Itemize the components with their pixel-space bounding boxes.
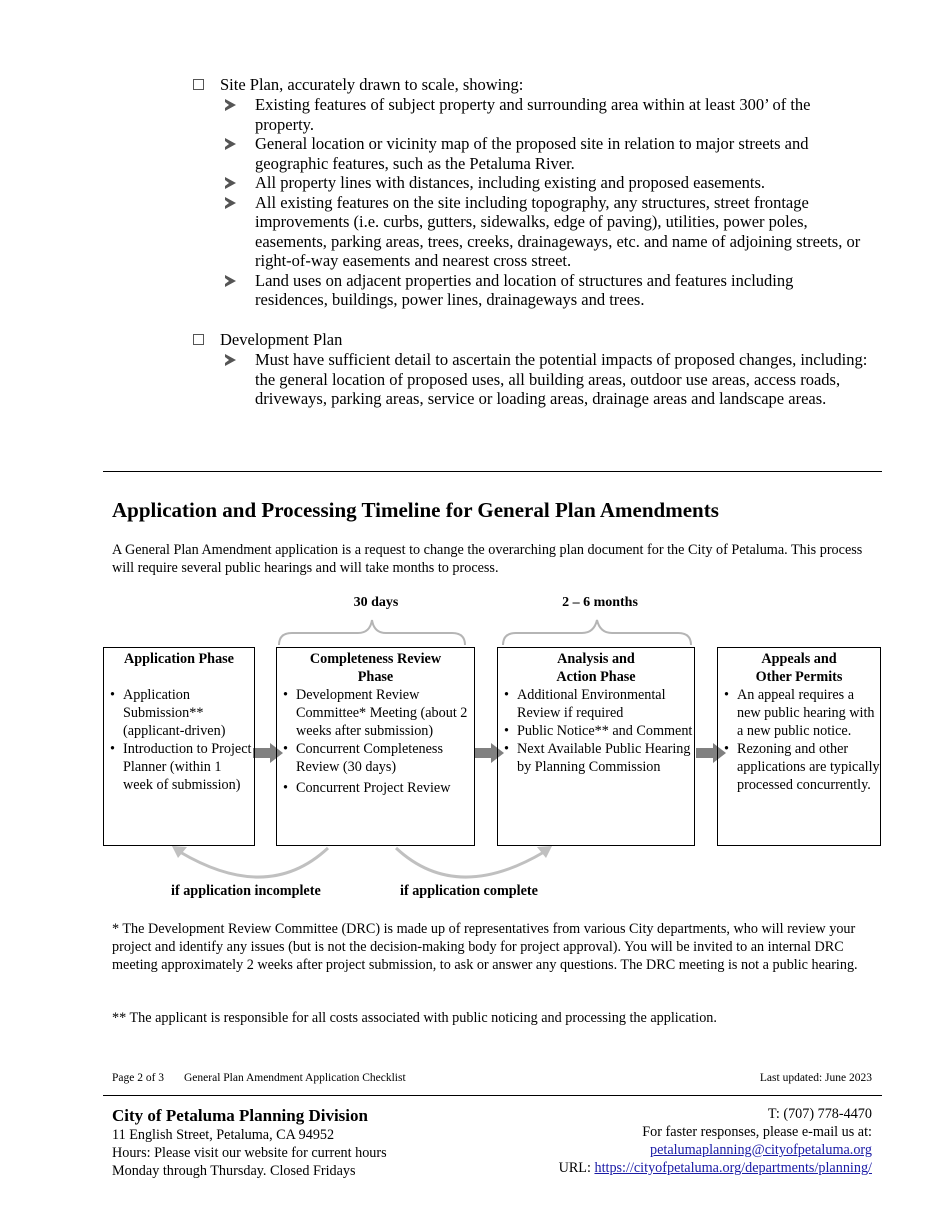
brace-30-days bbox=[279, 620, 465, 645]
address: 11 English Street, Petaluma, CA 94952 bbox=[112, 1127, 335, 1143]
list-item: • Additional Environmental Review if required bbox=[498, 686, 694, 722]
footer-contact-right bbox=[559, 1105, 872, 1177]
list-item: General location or vicinity map of the proposed site in relation to major streets and geographic features, such as the Petaluma River. bbox=[223, 134, 868, 173]
checklist-label: Site Plan, accurately drawn to scale, showing: bbox=[220, 75, 524, 94]
phone: T: (707) 778-4470 bbox=[767, 1106, 872, 1122]
phase-box-analysis bbox=[497, 647, 695, 846]
list-item: • Rezoning and other applications are typically processed concurrently. bbox=[718, 740, 880, 794]
checklist-label: Development Plan bbox=[220, 330, 343, 349]
organization-name: City of Petaluma Planning Division bbox=[112, 1106, 368, 1125]
list-item: • Next Available Public Hearing by Planning Commission bbox=[498, 740, 694, 776]
document-title: General Plan Amendment Application Checklist bbox=[184, 1072, 406, 1084]
phase-title: Completeness Review Phase bbox=[309, 651, 442, 685]
brace-months bbox=[503, 620, 691, 645]
phase-box-application bbox=[103, 647, 255, 846]
hours-days: Monday through Thursday. Closed Fridays bbox=[112, 1163, 356, 1179]
footer-contact-left bbox=[112, 1105, 387, 1180]
phase-title: Application Phase bbox=[124, 651, 234, 667]
email-prompt: For faster responses, please e-mail us at: bbox=[642, 1124, 872, 1140]
url-label: URL: bbox=[558, 1160, 591, 1176]
footnote-drc: * The Development Review Committee (DRC) is made up of representatives from various City departments, who will review your project and identify any issues (but is not the decision-making body for project approval). You will be invited to an internal DRC meeting approximately 2 weeks after project submission, to ask or answer any questions. The DRC meeting is not a public hearing. bbox=[112, 921, 858, 973]
list-item: • Concurrent Completeness Review (30 days) bbox=[277, 740, 474, 776]
footer-divider bbox=[103, 1095, 882, 1096]
list-item: • An appeal requires a new public hearing with a new public notice. bbox=[718, 686, 880, 740]
phase-title: Analysis and Action Phase bbox=[556, 651, 636, 685]
list-item: Existing features of subject property and surrounding area within at least 300’ of the property. bbox=[223, 95, 868, 134]
duration-label-30-days: 30 days bbox=[353, 595, 399, 610]
list-item: • Application Submission** (applicant-driven) bbox=[104, 686, 254, 740]
label-if-incomplete: if application incomplete bbox=[171, 883, 321, 899]
last-updated: Last updated: June 2023 bbox=[759, 1072, 872, 1084]
list-item: All property lines with distances, including existing and proposed easements. bbox=[223, 173, 868, 193]
phase-box-completeness bbox=[276, 647, 475, 846]
phase-box-appeals bbox=[717, 647, 881, 846]
list-item: • Concurrent Project Review bbox=[277, 779, 474, 797]
list-item: • Introduction to Project Planner (within 1 week of submission) bbox=[104, 740, 254, 794]
list-item: • Development Review Committee* Meeting (about 2 weeks after submission) bbox=[277, 686, 474, 740]
section-title: Application and Processing Timeline for General Plan Amendments bbox=[112, 498, 719, 522]
duration-label-months: 2 – 6 months bbox=[562, 595, 638, 610]
footnote-costs: ** The applicant is responsible for all costs associated with public noticing and processing the application. bbox=[112, 1010, 717, 1026]
list-item: Land uses on adjacent properties and location of structures and features including residences, buildings, power lines, drainageways and trees. bbox=[223, 271, 868, 310]
label-if-complete: if application complete bbox=[400, 883, 538, 899]
list-item: All existing features on the site including topography, any structures, street frontage improvements (i.e. curbs, gutters, sidewalks, edge of paving), utilities, power poles, easements, parking areas, trees, creeks, drainageways, etc. and name of adjoining streets, or right-of-way easements and nearest cross street. bbox=[223, 193, 868, 271]
intro-paragraph: A General Plan Amendment application is a request to change the overarching plan document for the City of Petaluma. This process will require several public hearings and will take months to process. bbox=[112, 542, 863, 576]
incomplete-return-curve bbox=[180, 848, 328, 877]
page-number: Page 2 of 3 bbox=[112, 1072, 165, 1084]
email-link[interactable]: petalumaplanning@cityofpetaluma.org bbox=[649, 1142, 872, 1158]
website-link[interactable]: https://cityofpetaluma.org/departments/planning/ bbox=[594, 1160, 872, 1176]
list-item: • Public Notice** and Comment bbox=[498, 722, 694, 740]
hours: Hours: Please visit our website for current hours bbox=[112, 1145, 387, 1161]
complete-forward-curve bbox=[396, 848, 544, 877]
phase-title: Appeals and Other Permits bbox=[755, 651, 843, 685]
list-item: Must have sufficient detail to ascertain the potential impacts of proposed changes, including: the general location of proposed uses, all building areas, outdoor use areas, access roads, driveways, parking areas, service or loading areas, drainage areas and landscape areas. bbox=[223, 350, 868, 409]
